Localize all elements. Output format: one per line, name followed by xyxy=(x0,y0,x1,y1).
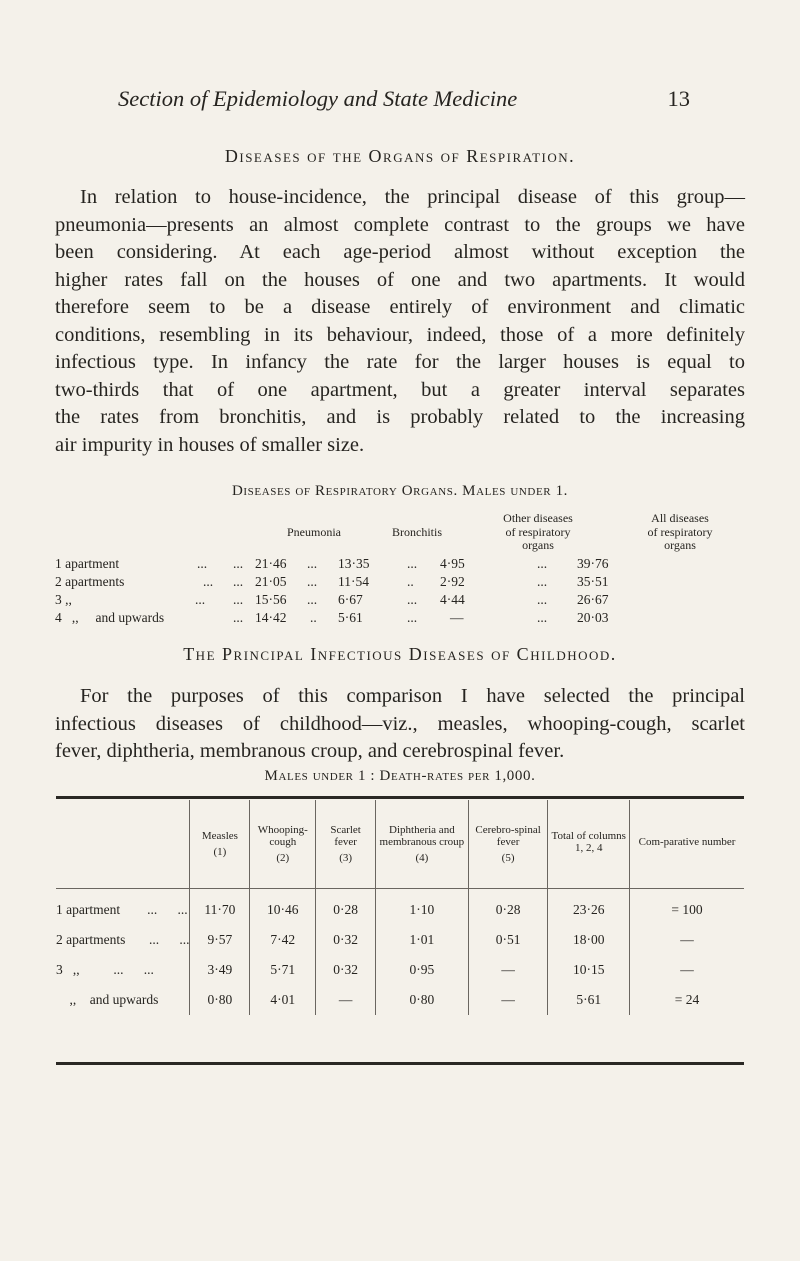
table1-header-all-line: organs xyxy=(664,538,696,552)
cell-all: 26·67 xyxy=(577,592,609,607)
table2-header-diphtheria xyxy=(376,800,469,889)
table-cell: 0·51 xyxy=(468,925,548,955)
row-leader: .. xyxy=(310,610,317,625)
table2-header-measles xyxy=(190,800,250,889)
paragraph-line: air impurity in houses of smaller size. xyxy=(55,433,365,456)
table-cell: 5·71 xyxy=(250,955,316,985)
row-leader: ... xyxy=(407,610,418,625)
paragraph-line: infectious type. In infancy the rate for the larger houses is equal to xyxy=(55,351,745,373)
row-label: 4 ,, and upwards xyxy=(55,610,165,625)
table1-header-other-line: of respiratory xyxy=(505,524,571,539)
cell-all: 35·51 xyxy=(577,574,609,589)
row-leader: ... xyxy=(307,574,318,589)
cell-other: 2·92 xyxy=(440,574,465,589)
table1-header-all-line: of respiratory xyxy=(647,524,713,539)
row-label: 2 apartments xyxy=(55,574,125,589)
header-label: Whooping-cough xyxy=(257,824,308,848)
cell-pneumonia: 21·05 xyxy=(255,574,287,589)
table-cell: — xyxy=(630,925,744,955)
header-label: Scarlet fever xyxy=(330,824,361,848)
table1-row xyxy=(55,556,745,574)
table2-header-blank xyxy=(56,800,190,889)
table2 xyxy=(56,800,744,1015)
table-cell: 7·42 xyxy=(250,925,316,955)
header-number: (3) xyxy=(339,852,353,864)
paragraph-line: For the purposes of this comparison I have selected the principal xyxy=(80,685,745,707)
table1-header-all xyxy=(620,512,740,553)
table1-row xyxy=(55,574,745,592)
table2-top-rule xyxy=(56,796,744,799)
row-leader: ... xyxy=(203,574,214,589)
paragraph-line: therefore seem to be a disease entirely of environment and climatic xyxy=(55,296,745,318)
cell-bronchitis: 6·67 xyxy=(338,592,363,607)
table2-header-total xyxy=(548,800,630,889)
row-label: 3 ,, xyxy=(55,592,72,607)
cell-bronchitis: 11·54 xyxy=(338,574,369,589)
row-leader: ... xyxy=(233,610,244,625)
row-leader: ... xyxy=(407,556,418,571)
paragraph-line: higher rates fall on the houses of one and two apartments. It would xyxy=(55,268,745,291)
table-cell: = 100 xyxy=(630,895,744,925)
cell-pneumonia: 14·42 xyxy=(255,610,287,625)
table2-header-comparative xyxy=(630,800,744,889)
table1-header-other xyxy=(478,512,598,553)
row-leader: ... xyxy=(307,556,318,571)
paragraph-line: two-thirds that of one apartment, but a greater interval separates xyxy=(55,378,745,401)
row-label: ,, and upwards xyxy=(56,992,159,1007)
table-cell: 4·01 xyxy=(250,985,316,1015)
table-cell: 0·32 xyxy=(316,925,376,955)
running-title: Section of Epidemiology and State Medicine xyxy=(118,86,518,111)
cell-other: 4·44 xyxy=(440,592,465,607)
table-cell: 0·32 xyxy=(316,955,376,985)
row-leader: ... xyxy=(307,592,318,607)
table-cell: 1·01 xyxy=(376,925,469,955)
table-cell: 10·46 xyxy=(250,895,316,925)
header-number: (5) xyxy=(501,852,515,864)
table-cell: 0·80 xyxy=(376,985,469,1015)
paragraph-line: infectious diseases of childhood—viz., measles, whooping-cough, scarlet xyxy=(55,712,745,735)
row-leader: ... xyxy=(537,574,548,589)
row-leader: ... xyxy=(537,610,548,625)
table1-row xyxy=(55,592,745,610)
table-cell: 9·57 xyxy=(190,925,250,955)
table-cell: = 24 xyxy=(630,985,744,1015)
paragraph-line: In relation to house-incidence, the principal disease of this group— xyxy=(80,186,745,208)
table2-caption: Males under 1 : Death-rates per 1,000. xyxy=(264,768,536,784)
paragraph-line: the rates from bronchitis, and is probably related to the increasing xyxy=(55,406,745,428)
header-label: Cerebro-spinal fever xyxy=(475,824,541,848)
table2-header-row xyxy=(56,800,744,889)
row-label: 3 ,, ... ... xyxy=(56,962,154,977)
row-leader: ... xyxy=(233,592,244,607)
cell-all: 39·76 xyxy=(577,556,609,571)
row-leader: ... xyxy=(195,592,206,607)
table-cell: 3·49 xyxy=(190,955,250,985)
cell-other: 4·95 xyxy=(440,556,465,571)
table2-header-whooping-cough xyxy=(250,800,316,889)
section-title-childhood: The Principal Infectious Diseases of Childhood. xyxy=(183,644,617,664)
paragraph-respiration xyxy=(55,184,745,459)
table-cell: — xyxy=(468,985,548,1015)
table-row xyxy=(56,985,744,1015)
table1-header-all-line: All diseases xyxy=(651,511,709,525)
table-cell: 0·28 xyxy=(468,895,548,925)
section-title-respiration: Diseases of the Organs of Respiration. xyxy=(224,146,576,166)
table-cell: — xyxy=(468,955,548,985)
table-cell: 23·26 xyxy=(548,895,630,925)
cell-other: — xyxy=(450,610,464,625)
row-label: 2 apartments ... ... xyxy=(56,932,190,947)
cell-bronchitis: 5·61 xyxy=(338,610,363,625)
table-cell: 11·70 xyxy=(190,895,250,925)
header-label: Total of columns 1, 2, 4 xyxy=(551,830,626,854)
table-row xyxy=(56,925,744,955)
header-number: (4) xyxy=(415,852,429,864)
page-number: 13 xyxy=(667,86,690,111)
table2-header-cerebrospinal xyxy=(468,800,548,889)
header-label: Diphtheria and membranous croup xyxy=(379,824,465,848)
table-cell: 0·80 xyxy=(190,985,250,1015)
cell-all: 20·03 xyxy=(577,610,609,625)
paragraph-line: fever, diphtheria, membranous croup, and cerebrospinal fever. xyxy=(55,740,565,762)
table2-bottom-rule xyxy=(56,1062,744,1065)
row-label: 1 apartment xyxy=(55,556,120,571)
table-row xyxy=(56,895,744,925)
row-leader: ... xyxy=(537,556,548,571)
row-leader: .. xyxy=(407,574,414,589)
paragraph-line: conditions, resembling in its behaviour, indeed, those of a more definitely xyxy=(55,323,745,346)
cell-pneumonia: 15·56 xyxy=(255,592,287,607)
header-number: (2) xyxy=(276,852,290,864)
table1-header-bronchitis: Bronchitis xyxy=(392,525,442,539)
row-label: 1 apartment ... ... xyxy=(56,902,188,917)
table1-row xyxy=(55,610,745,628)
table-cell: 0·28 xyxy=(316,895,376,925)
paragraph-line: pneumonia—presents an almost complete contrast to the groups we have xyxy=(55,213,745,236)
table1-header-pneumonia: Pneumonia xyxy=(287,525,341,539)
table1-caption: Diseases of Respiratory Organs. Males under 1. xyxy=(231,483,569,499)
row-leader: ... xyxy=(537,592,548,607)
paragraph-line: been considering. At each age-period almost without exception the xyxy=(55,241,745,263)
header-label: Com-parative number xyxy=(638,836,736,848)
table-row xyxy=(56,955,744,985)
cell-bronchitis: 13·35 xyxy=(338,556,370,571)
table-cell: — xyxy=(630,955,744,985)
table1-header-other-line: Other diseases xyxy=(503,511,573,525)
row-leader: ... xyxy=(233,556,244,571)
paragraph-childhood xyxy=(55,683,745,766)
table2-header-scarlet-fever xyxy=(316,800,376,889)
table1-header-other-line: organs xyxy=(522,538,554,552)
row-leader: ... xyxy=(197,556,208,571)
table-cell: — xyxy=(316,985,376,1015)
table-cell: 5·61 xyxy=(548,985,630,1015)
table-cell: 10·15 xyxy=(548,955,630,985)
header-number: (1) xyxy=(213,846,227,858)
cell-pneumonia: 21·46 xyxy=(255,556,287,571)
row-leader: ... xyxy=(233,574,244,589)
running-header xyxy=(118,86,690,112)
table-cell: 1·10 xyxy=(376,895,469,925)
row-leader: ... xyxy=(407,592,418,607)
table-cell: 18·00 xyxy=(548,925,630,955)
header-label: Measles xyxy=(201,830,238,842)
table-cell: 0·95 xyxy=(376,955,469,985)
